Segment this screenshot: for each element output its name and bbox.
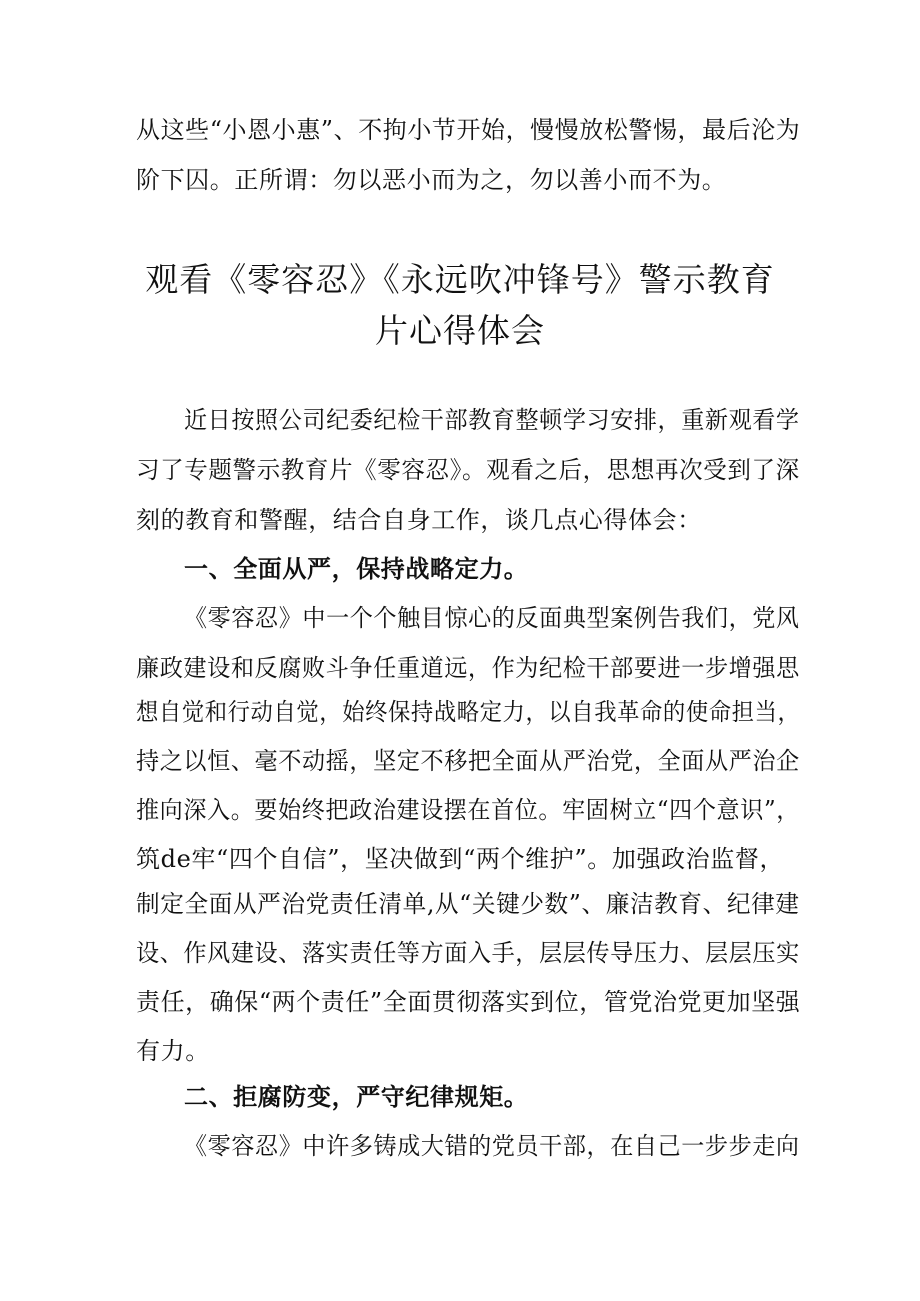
section-heading-2: 二、拒腐防变，严守纪律规矩。 bbox=[184, 1083, 529, 1111]
section-heading-1: 一、全面从严，保持战略定力。 bbox=[184, 555, 529, 583]
paragraph-line: 设、作风建设、落实责任等方面入手，层层传导压力、层层压实 bbox=[136, 939, 800, 967]
paragraph-line: 制定全面从严治党责任清单,从“关键少数”、廉洁教育、纪律建 bbox=[136, 890, 800, 918]
paragraph-line: 刻的教育和警醒，结合自身工作，谈几点心得体会： bbox=[136, 506, 702, 534]
paragraph-line: 有力。 bbox=[136, 1037, 210, 1065]
title-line: 观看《零容忍》《永远吹冲锋号》警示教育 bbox=[145, 260, 775, 299]
paragraph-line: 筑de牢“四个自信”，坚决做到“两个维护”。加强政治监督， bbox=[136, 845, 785, 873]
paragraph-line: 责任，确保“两个责任”全面贯彻落实到位，管党治党更加坚强 bbox=[136, 988, 801, 1016]
paragraph-line: 习了专题警示教育片《零容忍》。观看之后，思想再次受到了深 bbox=[136, 456, 800, 484]
paragraph-line: 持之以恒、毫不动摇，坚定不移把全面从严治党，全面从严治企 bbox=[136, 747, 800, 775]
paragraph-line: 阶下囚。正所谓：勿以恶小而为之，勿以善小而不为。 bbox=[136, 166, 727, 194]
paragraph-line: 《零容忍》中许多铸成大错的党员干部，在自己一步步走向 bbox=[184, 1132, 800, 1160]
paragraph-line: 近日按照公司纪委纪检干部教育整顿学习安排，重新观看学 bbox=[184, 406, 800, 434]
title-line: 片心得体会 bbox=[375, 311, 545, 350]
paragraph-line: 从这些“小恩小惠”、不拘小节开始，慢慢放松警惕，最后沦为 bbox=[136, 116, 801, 144]
paragraph-line: 廉政建设和反腐败斗争任重道远，作为纪检干部要进一步增强思 bbox=[136, 654, 800, 682]
paragraph-line: 《零容忍》中一个个触目惊心的反面典型案例告我们，党风 bbox=[184, 604, 800, 632]
paragraph-line: 推向深入。要始终把政治建设摆在首位。牢固树立“四个意识”， bbox=[136, 796, 800, 824]
paragraph-line: 想自觉和行动自觉，始终保持战略定力，以自我革命的使命担当， bbox=[136, 698, 801, 726]
